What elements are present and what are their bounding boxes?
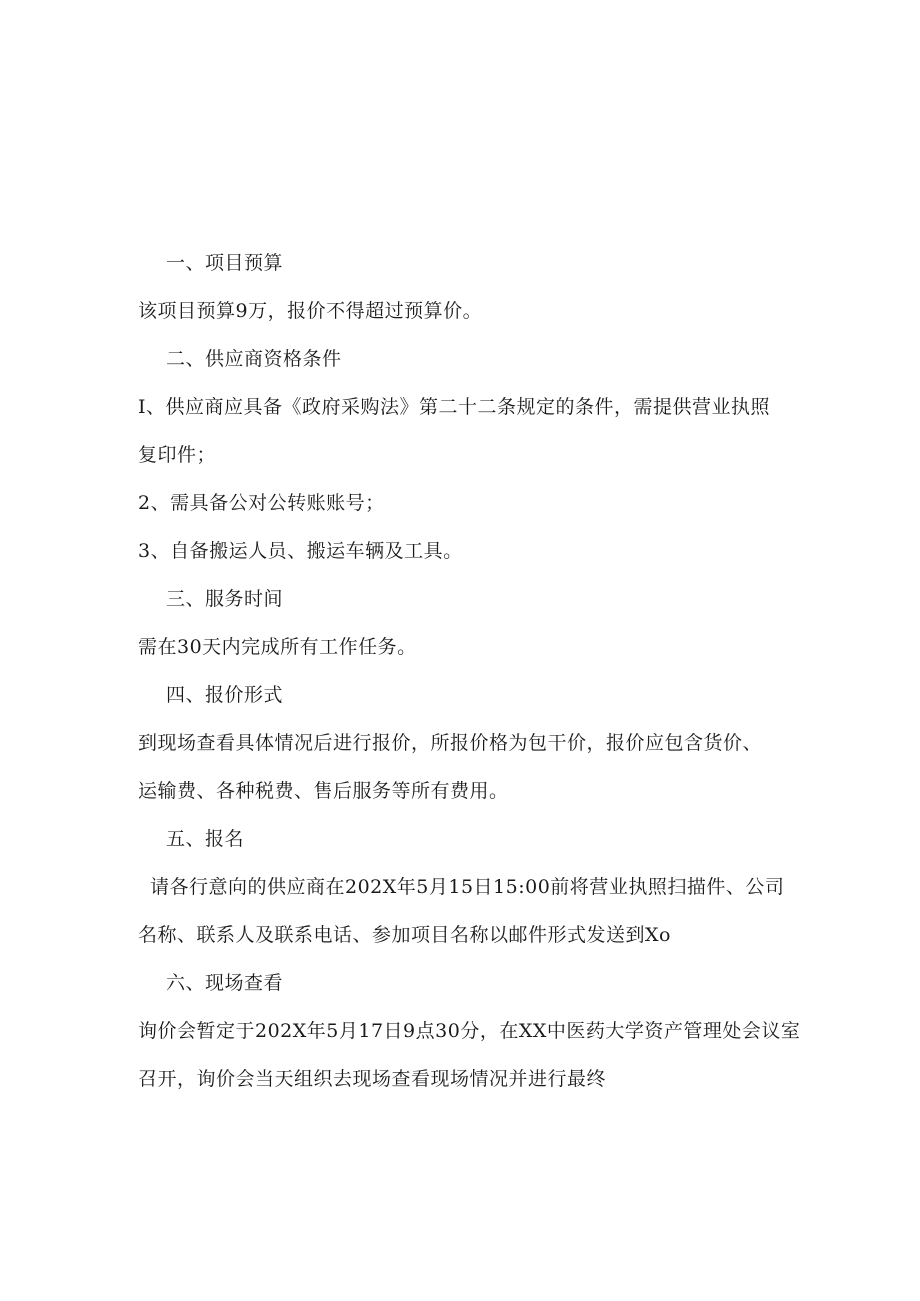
qualification-item-3: 3、自备搬运人员、搬运车辆及工具。 (138, 540, 463, 562)
registration-text-2: 名称、联系人及联系电话、参加项目名称以邮件形式发送到Xo (138, 924, 671, 946)
section-heading-service-time: 三、服务时间 (166, 588, 284, 610)
section-heading-site-visit: 六、现场查看 (166, 972, 284, 994)
site-visit-text-1: 询价会暂定于202X年5月17日9点30分，在XX中医药大学资产管理处会议室 (138, 1020, 801, 1042)
site-visit-text-2: 召开，询价会当天组织去现场查看现场情况并进行最终 (138, 1068, 607, 1090)
registration-text-1: 请各行意向的供应商在202X年5月15日15:00前将营业执照扫描件、公司 (150, 876, 785, 898)
section-heading-quote-form: 四、报价形式 (166, 684, 284, 706)
service-time-text: 需在30天内完成所有工作任务。 (138, 636, 417, 658)
quote-form-text-1: 到现场查看具体情况后进行报价，所报价格为包干价，报价应包含货价、 (138, 732, 763, 754)
qualification-item-2: 2、需具备公对公转账账号； (138, 492, 385, 514)
section-heading-budget: 一、项目预算 (166, 252, 284, 274)
quote-form-text-2: 运输费、各种税费、售后服务等所有费用。 (138, 780, 509, 802)
budget-text: 该项目预算9万，报价不得超过预算价。 (138, 300, 483, 322)
qualification-item-1: I、供应商应具备《政府采购法》第二十二条规定的条件，需提供营业执照 (138, 396, 771, 418)
qualification-item-1-cont: 复印件； (138, 444, 217, 466)
section-heading-qualifications: 二、供应商资格条件 (166, 348, 342, 370)
section-heading-registration: 五、报名 (166, 828, 245, 850)
